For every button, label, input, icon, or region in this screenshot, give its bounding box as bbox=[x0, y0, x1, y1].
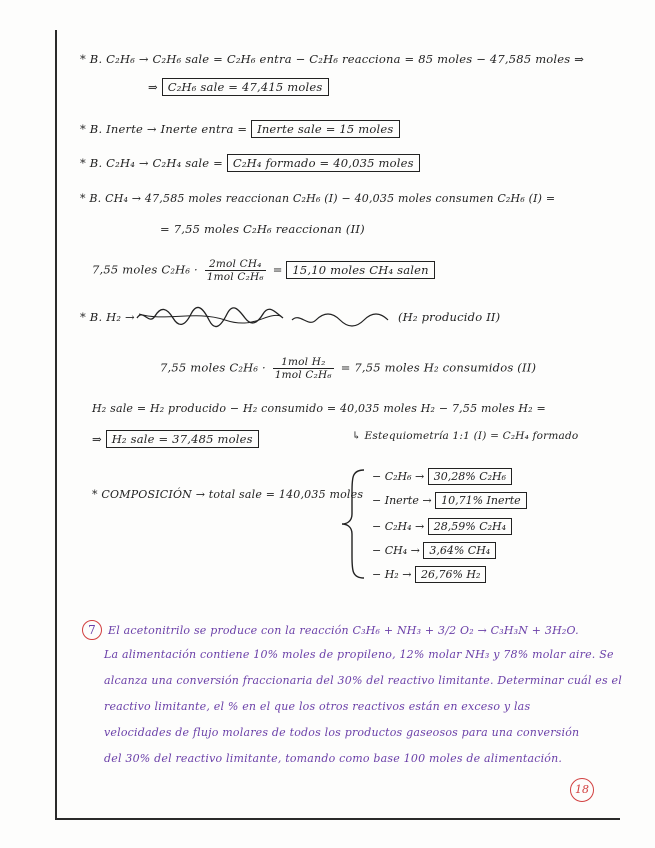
balance-inerte-line bbox=[80, 122, 400, 136]
h2-producido-note: (H₂ producido II) bbox=[398, 310, 501, 324]
balance-c2h4-label: * B. C₂H₄ → C₂H₄ sale = bbox=[80, 156, 223, 170]
composition-item-h2: − H₂ → 26,76% H₂ bbox=[372, 568, 486, 581]
composition-value: 10,71% Inerte bbox=[435, 492, 527, 509]
page-bottom-border bbox=[55, 818, 620, 820]
page-left-border bbox=[55, 30, 57, 820]
composition-item-c2h4: − C₂H₄ → 28,59% C₂H₄ bbox=[372, 520, 512, 533]
c2h6-sale-box: C₂H₆ sale = 47,415 moles bbox=[162, 78, 329, 96]
composition-species: H₂ bbox=[384, 568, 399, 581]
balance-ch4-result: = 7,55 moles C₂H₆ reaccionan (II) bbox=[160, 222, 365, 236]
composition-value: 3,64% CH₄ bbox=[423, 542, 496, 559]
composition-item-ch4: − CH₄ → 3,64% CH₄ bbox=[372, 544, 496, 557]
ch4-conversion-start: 7,55 moles C₂H₆ · bbox=[92, 262, 198, 277]
problem-line-5: velocidades de flujo molares de todos los productos gaseosos para una conversión bbox=[104, 726, 580, 739]
h2-conversion-start: 7,55 moles C₂H₆ · bbox=[160, 360, 266, 375]
wave-scribble bbox=[290, 310, 390, 330]
balance-c2h6-line: * B. C₂H₆ → C₂H₆ sale = C₂H₆ entra − C₂H₆ reacciona = 85 moles − 47,585 moles ⇒ bbox=[80, 52, 585, 66]
h2-ratio-fraction bbox=[273, 356, 334, 381]
problem-line-6: del 30% del reactivo limitante, tomando como base 100 moles de alimentación. bbox=[104, 752, 563, 765]
composition-value: 30,28% C₂H₆ bbox=[428, 468, 512, 485]
fraction-numerator: 2mol CH₄ bbox=[205, 258, 266, 271]
equals-sign: = bbox=[272, 262, 283, 277]
fraction-denominator: 1mol C₂H₆ bbox=[274, 369, 332, 381]
h2-conversion-line bbox=[160, 356, 536, 381]
h2-sale-box: H₂ sale = 37,485 moles bbox=[106, 430, 259, 448]
composition-species: CH₄ bbox=[384, 544, 408, 557]
composition-total: * COMPOSICIÓN → total sale = 140,035 moles bbox=[92, 488, 364, 501]
implies-arrow: ⇒ bbox=[148, 80, 158, 94]
composition-item-c2h6: − C₂H₆ → 30,28% C₂H₆ bbox=[372, 470, 512, 483]
fraction-denominator: 1mol C₂H₆ bbox=[206, 271, 264, 283]
problem-number-badge: 7 bbox=[82, 620, 102, 640]
problem-line-1 bbox=[82, 620, 579, 640]
composition-species: Inerte bbox=[384, 494, 419, 507]
problem-text-1: El acetonitrilo se produce con la reacción C₃H₆ + NH₃ + 3/2 O₂ → C₃H₃N + 3H₂O. bbox=[108, 624, 579, 637]
inerte-sale-box: Inerte sale = 15 moles bbox=[251, 120, 399, 138]
composition-value: 28,59% C₂H₄ bbox=[428, 518, 512, 535]
problem-line-4: reactivo limitante, el % en el que los otros reactivos están en exceso y las bbox=[104, 700, 531, 713]
ch4-ratio-fraction bbox=[205, 258, 266, 283]
ch4-conversion-line bbox=[92, 258, 435, 283]
page-number-badge: 18 bbox=[570, 778, 594, 802]
fraction-numerator: 1mol H₂ bbox=[273, 356, 334, 369]
curly-brace bbox=[340, 468, 366, 580]
h2-sale-equation: H₂ sale = H₂ producido − H₂ consumido = 40,035 moles H₂ − 7,55 moles H₂ = bbox=[92, 402, 546, 415]
implies-arrow: ⇒ bbox=[92, 432, 102, 446]
h2-consumidos-text: = 7,55 moles H₂ consumidos (II) bbox=[340, 360, 537, 375]
balance-h2-label: * B. H₂ → bbox=[80, 310, 135, 324]
composition-value: 26,76% H₂ bbox=[415, 566, 486, 583]
composition-species: C₂H₆ bbox=[384, 470, 412, 483]
crossed-out-scribble bbox=[135, 306, 285, 328]
ch4-salen-box: 15,10 moles CH₄ salen bbox=[286, 261, 434, 279]
h2-sale-result bbox=[92, 432, 259, 446]
balance-ch4-line: * B. CH₄ → 47,585 moles reaccionan C₂H₆ (I) − 40,035 moles consumen C₂H₆ (I) = bbox=[80, 192, 556, 205]
problem-line-2: La alimentación contiene 10% moles de propileno, 12% molar NH₃ y 78% molar aire. Se bbox=[104, 648, 614, 661]
composition-item-inerte: − Inerte → 10,71% Inerte bbox=[372, 494, 527, 507]
problem-line-3: alcanza una conversión fraccionaria del 30% del reactivo limitante. Determinar cuál es el bbox=[104, 674, 622, 687]
composition-species: C₂H₄ bbox=[384, 520, 412, 533]
balance-c2h6-result bbox=[148, 80, 329, 94]
balance-inerte-label: * B. Inerte → Inerte entra = bbox=[80, 122, 248, 136]
stoichiometry-note: ↳ Estequiometría 1:1 (I) = C₂H₄ formado bbox=[352, 430, 579, 442]
c2h4-formado-box: C₂H₄ formado = 40,035 moles bbox=[227, 154, 420, 172]
balance-c2h4-line bbox=[80, 156, 420, 170]
